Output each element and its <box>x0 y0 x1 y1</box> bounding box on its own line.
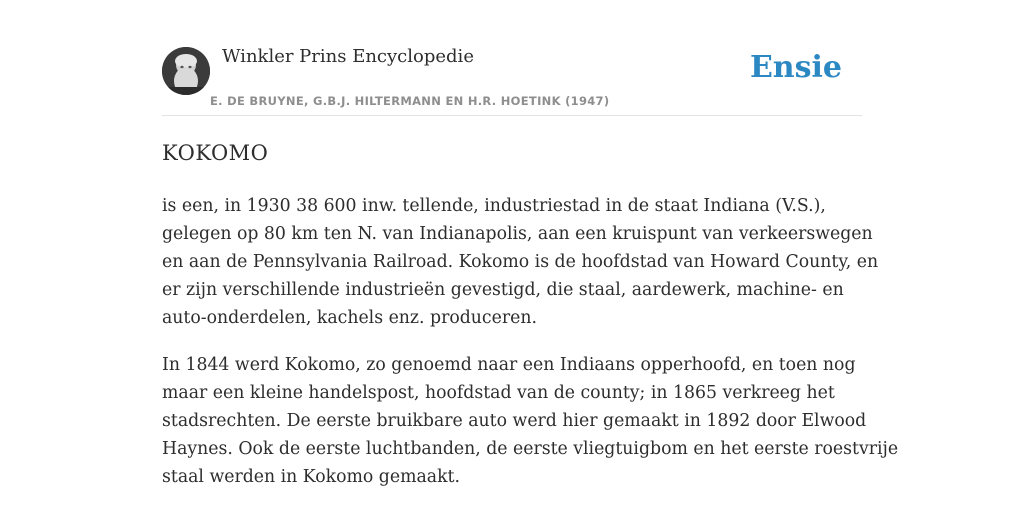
paragraph-line: en aan de Pennsylvania Railroad. Kokomo is de hoofdstad van Howard County, en <box>162 252 879 272</box>
source-authors: E. DE BRUYNE, G.B.J. HILTERMANN EN H.R. HOETINK (1947) <box>210 94 610 108</box>
paragraph-line: maar een kleine handelspost, hoofdstad van de county; in 1865 verkreeg het <box>162 383 835 403</box>
source-title[interactable]: Winkler Prins Encyclopedie <box>222 46 474 67</box>
paragraph-line: auto-onderdelen, kachels enz. produceren. <box>162 308 537 328</box>
ensie-logo[interactable]: Ensie <box>749 50 842 85</box>
article-paragraph-2 <box>162 351 899 491</box>
article-page <box>162 0 899 512</box>
portrait-icon <box>162 47 210 95</box>
paragraph-line: In 1844 werd Kokomo, zo genoemd naar een Indiaans opperhoofd, en toen nog <box>162 355 856 375</box>
paragraph-line: is een, in 1930 38 600 inw. tellende, industriestad in de staat Indiana (V.S.), <box>162 196 826 216</box>
article-title: KOKOMO <box>162 141 269 165</box>
paragraph-line: Haynes. Ook de eerste luchtbanden, de eerste vliegtuigbom en het eerste roestvrije <box>162 439 899 459</box>
paragraph-line: er zijn verschillende industrieën gevestigd, die staal, aardewerk, machine- en <box>162 280 844 300</box>
article-paragraph-1 <box>162 192 879 332</box>
paragraph-line: staal werden in Kokomo gemaakt. <box>162 467 460 487</box>
paragraph-line: gelegen op 80 km ten N. van Indianapolis, aan een kruispunt van verkeerswegen <box>162 224 873 244</box>
source-header <box>162 0 862 116</box>
author-avatar[interactable] <box>162 47 210 95</box>
paragraph-line: stadsrechten. De eerste bruikbare auto werd hier gemaakt in 1892 door Elwood <box>162 411 867 431</box>
